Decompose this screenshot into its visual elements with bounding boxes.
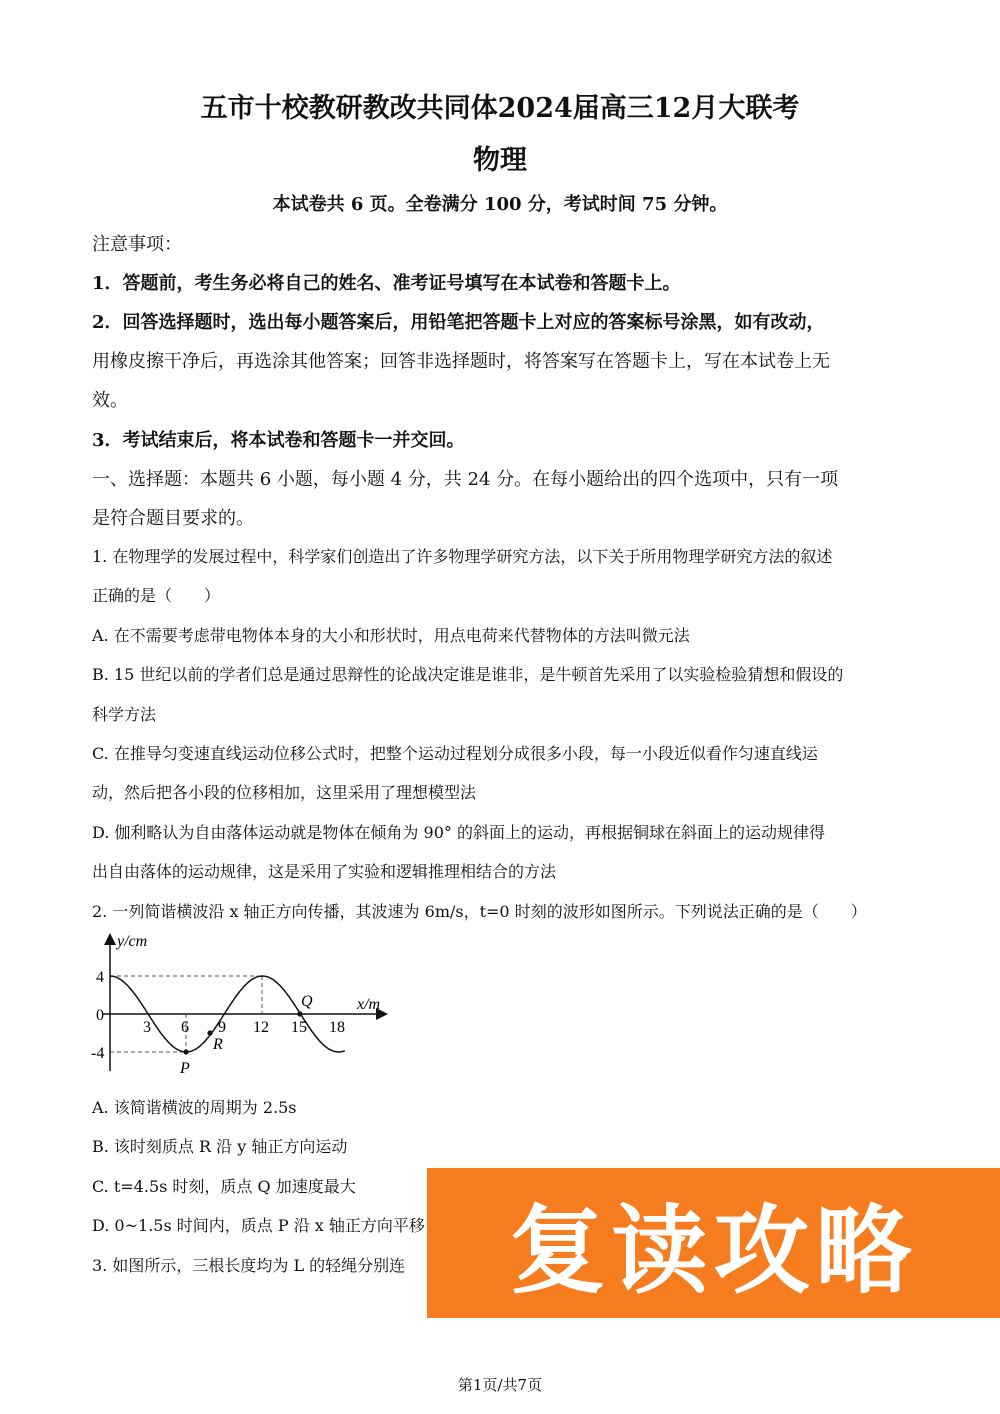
question-2-option-b: B. 该时刻质点 R 沿 y 轴正方向运动 [92,1137,348,1156]
question-2-option-c: C. t=4.5s 时刻，质点 Q 加速度最大 [92,1177,356,1196]
point-r-label: R [213,1036,223,1053]
question-1-option-b: 科学方法 [92,705,157,724]
y-tick-label: 0 [96,1007,104,1024]
point-p-marker [183,1049,188,1054]
wave-figure [85,926,395,1086]
x-tick-label: 9 [218,1019,226,1036]
question-2-option-a: A. 该简谐横波的周期为 2.5s [92,1098,297,1117]
point-q-marker [297,1011,302,1016]
notice-line: 2．回答选择题时，选出每小题答案后，用铅笔把答题卡上对应的答案标号涂黑，如有改动， [92,312,825,333]
question-3-stem: 3. 如图所示，三根长度均为 L 的轻绳分别连 [92,1256,406,1275]
x-axis-label: x/m [357,996,381,1013]
notice-line: 效。 [92,390,128,411]
point-p-label: P [180,1060,190,1077]
point-r-marker [207,1030,212,1035]
notice-line: 1．答题前，考生务必将自己的姓名、准考证号填写在本试卷和答题卡上。 [92,273,681,294]
notice-line: 用橡皮擦干净后，再选涂其他答案；回答非选择题时，将答案写在答题卡上，写在本试卷上无 [92,351,830,372]
subject-title: 物理 [473,145,527,176]
page-title: 五市十校教研教改共同体2024届高三12月大联考 [200,93,800,124]
x-tick-label: 3 [143,1019,151,1036]
x-tick-label: 12 [253,1019,269,1036]
question-1-option-a: A. 在不需要考虑带电物体本身的大小和形状时，用点电荷来代替物体的方法叫微元法 [92,626,690,645]
question-2-option-d: D. 0~1.5s 时间内，质点 P 沿 x 轴正方向平移 [92,1216,425,1235]
watermark-banner: 复读攻略 [427,1168,1000,1318]
x-tick-label: 6 [181,1019,189,1036]
point-q-label: Q [301,993,313,1010]
notice-line: 3．考试结束后，将本试卷和答题卡一并交回。 [92,430,465,451]
exam-info: 本试卷共 6 页。全卷满分 100 分，考试时间 75 分钟。 [272,194,728,215]
question-1-line: 1. 在物理学的发展过程中，科学家们创造出了许多物理学研究方法，以下关于所用物理学研究方法的叙述 [92,547,833,566]
question-2-stem: 2. 一列简谐横波沿 x 轴正方向传播，其波速为 6m/s，t=0 时刻的波形如图所示。下列说法正确的是（ ） [92,902,867,921]
notice-heading: 注意事项： [92,234,182,255]
y-axis-label: y/cm [117,933,148,950]
page-footer: 第1页/共7页 [457,1376,543,1394]
y-tick-label: 4 [96,969,104,986]
question-1-option-c: 动，然后把各小段的位移相加，这里采用了理想模型法 [92,783,477,802]
question-1-option-d: 出自由落体的运动规律，这是采用了实验和逻辑推理相结合的方法 [92,862,557,881]
section-heading: 是符合题目要求的。 [92,508,254,529]
question-1-option-c: C. 在推导匀变速直线运动位移公式时，把整个运动过程划分成很多小段，每一小段近似看作匀速直线运 [92,744,818,763]
question-1-option-b: B. 15 世纪以前的学者们总是通过思辩性的论战决定谁是谁非，是牛顿首先采用了以实验检验猜想和假设的 [92,665,844,684]
question-1-line: 正确的是（ ） [92,586,221,605]
section-heading: 一、选择题：本题共 6 小题，每小题 4 分，共 24 分。在每小题给出的四个选项中，只有一项 [92,469,839,490]
x-tick-label: 18 [329,1019,345,1036]
x-tick-label: 15 [291,1019,307,1036]
y-tick-label: -4 [91,1045,105,1062]
question-1-option-d: D. 伽利略认为自由落体运动就是物体在倾角为 90° 的斜面上的运动，再根据铜球在斜面上的运动规律得 [92,823,825,842]
